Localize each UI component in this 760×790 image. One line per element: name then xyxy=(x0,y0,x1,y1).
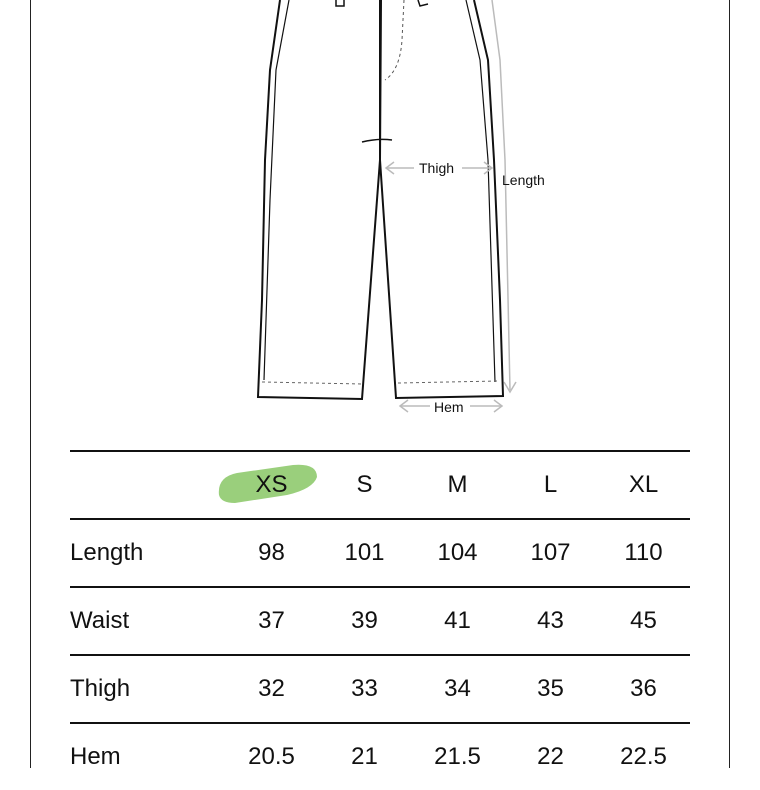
table-cell: 36 xyxy=(597,655,690,723)
table-cell: 22 xyxy=(504,723,597,790)
table-cell: 41 xyxy=(411,587,504,655)
row-label: Hem xyxy=(70,723,225,790)
table-cell: 21.5 xyxy=(411,723,504,790)
pocket-stitch xyxy=(385,0,404,80)
table-cell: 39 xyxy=(318,587,411,655)
hem-label: Hem xyxy=(434,399,464,415)
table-cell: 107 xyxy=(504,519,597,587)
table-cell: 110 xyxy=(597,519,690,587)
row-label: Thigh xyxy=(70,655,225,723)
pants-left-leg-outline xyxy=(258,0,381,399)
left-side-seam xyxy=(264,0,289,380)
waist-tab-right xyxy=(418,0,428,6)
length-label: Length xyxy=(502,172,545,188)
crotch-mark xyxy=(362,139,392,142)
row-label: Length xyxy=(70,519,225,587)
size-chart-table xyxy=(70,450,690,790)
table-cell: 98 xyxy=(225,519,318,587)
table-cell: 20.5 xyxy=(225,723,318,790)
size-header-row xyxy=(70,451,690,519)
table-cell: 32 xyxy=(225,655,318,723)
table-cell: 21 xyxy=(318,723,411,790)
size-header-m: M xyxy=(411,451,504,519)
size-header-l: L xyxy=(504,451,597,519)
thigh-label: Thigh xyxy=(419,160,455,176)
table-row-hem xyxy=(70,723,690,790)
table-cell: 35 xyxy=(504,655,597,723)
table-cell: 34 xyxy=(411,655,504,723)
table-cell: 43 xyxy=(504,587,597,655)
table-cell: 37 xyxy=(225,587,318,655)
right-side-seam xyxy=(466,0,495,382)
size-header-xs: XS xyxy=(225,451,318,519)
size-header-xl: XL xyxy=(597,451,690,519)
table-cell: 101 xyxy=(318,519,411,587)
table-row-length xyxy=(70,519,690,587)
size-header-s: S xyxy=(318,451,411,519)
waist-tab-left xyxy=(336,0,344,6)
table-row-waist xyxy=(70,587,690,655)
header-empty-cell xyxy=(70,451,225,519)
row-label: Waist xyxy=(70,587,225,655)
table-cell: 22.5 xyxy=(597,723,690,790)
table-cell: 33 xyxy=(318,655,411,723)
hem-stitch-left xyxy=(262,382,362,384)
table-cell: 45 xyxy=(597,587,690,655)
table-row-thigh xyxy=(70,655,690,723)
pants-right-leg-outline xyxy=(380,0,503,398)
hem-stitch-right xyxy=(398,381,498,383)
table-cell: 104 xyxy=(411,519,504,587)
